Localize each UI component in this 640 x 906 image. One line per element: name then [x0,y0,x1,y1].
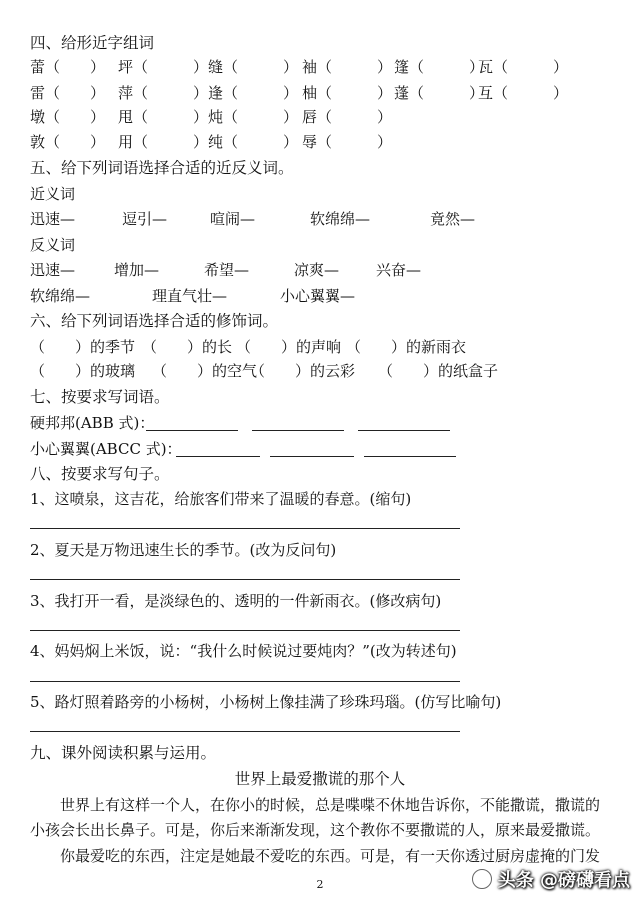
abcc-answer-line-2 [270,456,354,457]
word-row-4: 敦（ ） 用（ ） 纯（ ） 辱（ ） [30,133,393,151]
abb-answer-line-3 [358,430,450,431]
section-8-heading: 八、按要求写句子。 [30,465,170,483]
abb-row: 硬邦邦(ABB 式)： [30,414,155,432]
section-7-heading: 七、按要求写词语。 [30,388,170,406]
watermark-logo-icon [472,869,492,889]
watermark-text: 头条 @磅礴看点 [497,870,630,891]
word-row-2: 雷（ ） 萍（ ） 逢（ ） 柚（ ） 蓬（ ） 互（ ） [30,84,569,102]
answer-line-4 [30,681,460,682]
modifier-row-2: （ ）的玻璃 （ ）的空气 （ ）的云彩 （ ）的纸盒子 [30,362,499,380]
word-row-1: 蕾（ ） 坪（ ） 缝（ ） 袖（ ） 篷（ ） 瓦（ ） [30,58,569,76]
reading-line-1: 世界上有这样一个人，在你小的时候，总是喋喋不休地告诉你，不能撒谎，撒谎的 [60,796,601,814]
abcc-row: 小心翼翼(ABCC 式)： [30,440,182,458]
sentence-question-3: 3、我打开一看，是淡绿色的、透明的一件新雨衣。(修改病句) [30,592,442,610]
reading-line-3: 你最爱吃的东西，注定是她最不爱吃的东西。可是，有一天你透过厨房虚掩的门发 [60,847,601,865]
section-5-heading: 五、给下列词语选择合适的近反义词。 [30,159,294,177]
reading-line-2: 小孩会长出长鼻子。可是，你后来渐渐发现，这个教你不要撒谎的人，原来最爱撒谎。 [30,821,601,839]
page-number: 2 [316,878,324,891]
section-6-heading: 六、给下列词语选择合适的修饰词。 [30,312,279,330]
answer-line-5 [30,731,460,732]
modifier-row-1: （ ）的季节 （ ）的长 （ ）的声响 （ ）的新雨衣 [30,338,467,356]
sentence-question-4: 4、妈妈焖上米饭，说：“我什么时候说过要炖肉？”(改为转述句) [30,642,457,660]
section-4-heading: 四、给形近字组词 [30,34,155,52]
reading-title: 世界上最爱撒谎的那个人 [234,770,406,788]
sentence-question-1: 1、这喷泉，这吉花，给旅客们带来了温暖的春意。(缩句) [30,490,412,508]
abcc-answer-line-1 [176,456,260,457]
abb-answer-line-2 [252,430,344,431]
watermark [472,866,630,892]
answer-line-2 [30,579,460,580]
antonym-row-1: 迅速— 增加— 希望— 凉爽— 兴奋— [30,261,422,279]
answer-line-3 [30,630,460,631]
antonym-row-2: 软绵绵— 理直气壮— 小心翼翼— [30,287,356,305]
synonym-row: 迅速— 逗引— 喧闹— 软绵绵— 竟然— [30,210,476,228]
abcc-answer-line-3 [364,456,456,457]
sentence-question-2: 2、夏天是万物迅速生长的季节。(改为反问句) [30,541,337,559]
abb-answer-line-1 [146,430,238,431]
answer-line-1 [30,528,460,529]
sentence-question-5: 5、路灯照着路旁的小杨树，小杨树上像挂满了珍珠玛瑙。(仿写比喻句) [30,693,502,711]
section-9-heading: 九、课外阅读积累与运用。 [30,744,217,762]
synonym-label: 近义词 [30,185,76,203]
antonym-label: 反义词 [30,236,76,254]
word-row-3: 墩（ ） 甩（ ） 炖（ ） 唇（ ） [30,108,393,126]
